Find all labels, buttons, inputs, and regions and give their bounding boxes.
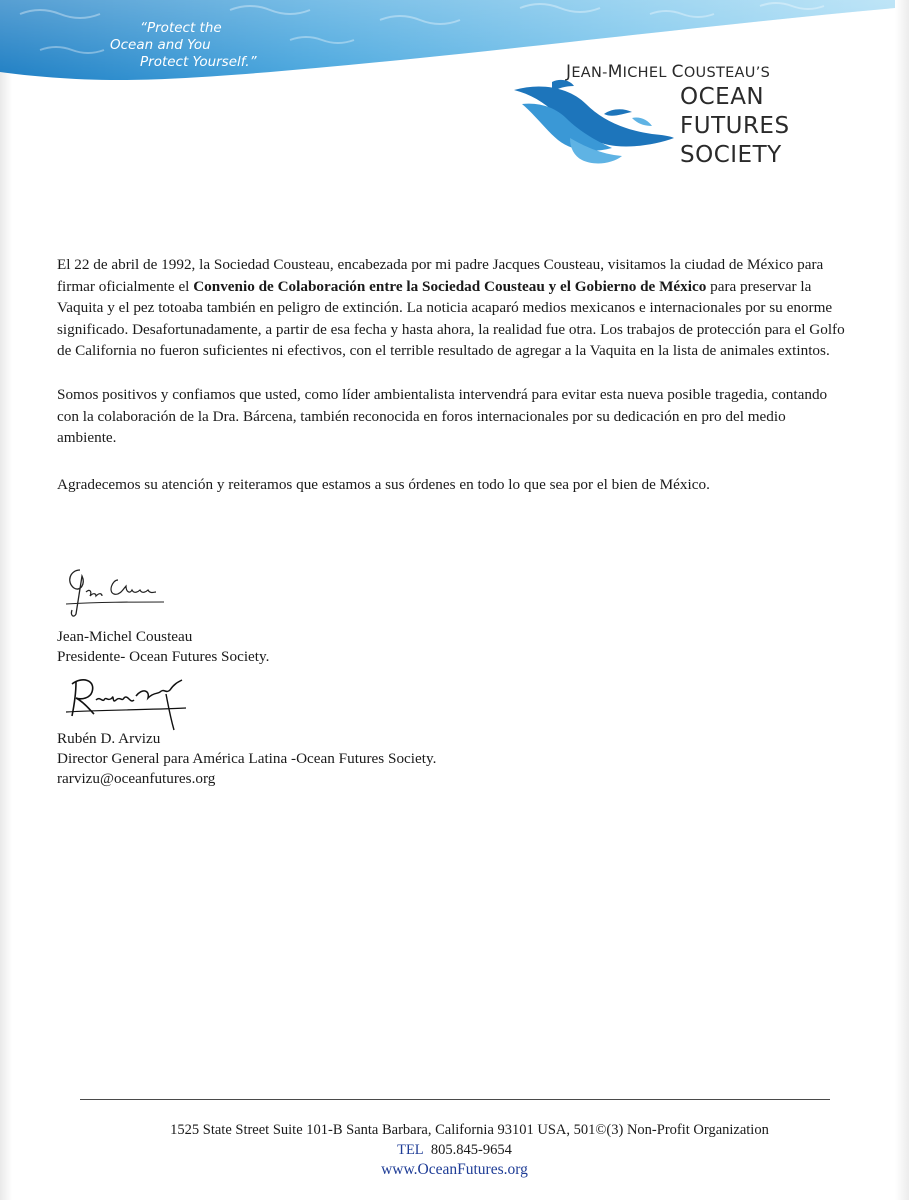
signatory-1-title: Presidente- Ocean Futures Society.	[57, 648, 270, 665]
signatory-1-name: Jean-Michel Cousteau	[57, 628, 193, 645]
agreement-title: Convenio de Colaboración entre la Sociedad Cousteau y el Gobierno de México	[193, 277, 707, 295]
tel-label: TEL	[397, 1142, 424, 1158]
ocean-futures-logo	[512, 62, 790, 172]
fish-logo-icon	[512, 78, 677, 168]
page-edge-shadow-right	[895, 0, 909, 1200]
letter-body	[57, 254, 847, 495]
logo-word-society: SOCIETY	[680, 142, 782, 168]
footer-address: 1525 State Street Suite 101-B Santa Barbara, California 93101 USA, 501©(3) Non-Profit Organization	[170, 1122, 769, 1138]
tel-number: 805.845-9654	[430, 1142, 512, 1158]
signatory-2-title: Director General para América Latina -Ocean Futures Society.	[57, 750, 437, 767]
tagline-line-2: Ocean and You	[110, 37, 211, 53]
tagline-line-1: “Protect the	[140, 20, 222, 36]
paragraph-1: El 22 de abril de 1992, la Sociedad Cousteau, encabezada por mi padre Jacques Cousteau, visitamos la ciudad de México para firmar oficialmente el Convenio de Colaboración entre la Sociedad Cousteau y el Gobierno de México para preservar la Vaquita y el pez totoaba también en peligro de extinción. La noticia acaparó medios mexicanos e internacionales por su enorme significado. Desafortunadamente, a partir de esa fecha y hasta ahora, la realidad fue otra. Los trabajos de protección para el Golfo de California no fueron suficientes ni efectivos, con el terrible resultado de agregar a la Vaquita en la lista de animales extintos.	[57, 256, 845, 360]
logo-word-ocean: OCEAN	[680, 84, 765, 110]
paragraph-2: Somos positivos y confiamos que usted, como líder ambientalista intervendrá para evitar esta nueva posible tragedia, contando con la colaboración de la Dra. Bárcena, también reconocida en foros internacionales por su dedicación en pro del medio ambiente.	[57, 385, 828, 447]
logo-heading: JEAN-MICHEL COUSTEAU’S	[566, 62, 771, 82]
signatory-1	[57, 627, 269, 667]
page-edge-shadow	[0, 0, 12, 1200]
signature-ruben-arvizu	[62, 670, 192, 734]
footer-telephone	[0, 1140, 909, 1160]
signatory-2-email: rarvizu@oceanfutures.org	[57, 770, 216, 787]
signature-jean-michel-cousteau	[60, 562, 170, 622]
tagline-line-3: Protect Yourself.”	[140, 54, 257, 70]
signatory-2-name: Rubén D. Arvizu	[57, 730, 161, 747]
footer-website-link[interactable]: www.OceanFutures.org	[381, 1161, 528, 1178]
signatory-2	[57, 729, 436, 789]
footer-divider	[80, 1099, 830, 1100]
paragraph-3: Agradecemos su atención y reiteramos que estamos a sus órdenes en todo lo que sea por el bien de México.	[57, 475, 710, 493]
logo-word-futures: FUTURES	[680, 113, 790, 139]
banner-tagline	[0, 0, 300, 80]
